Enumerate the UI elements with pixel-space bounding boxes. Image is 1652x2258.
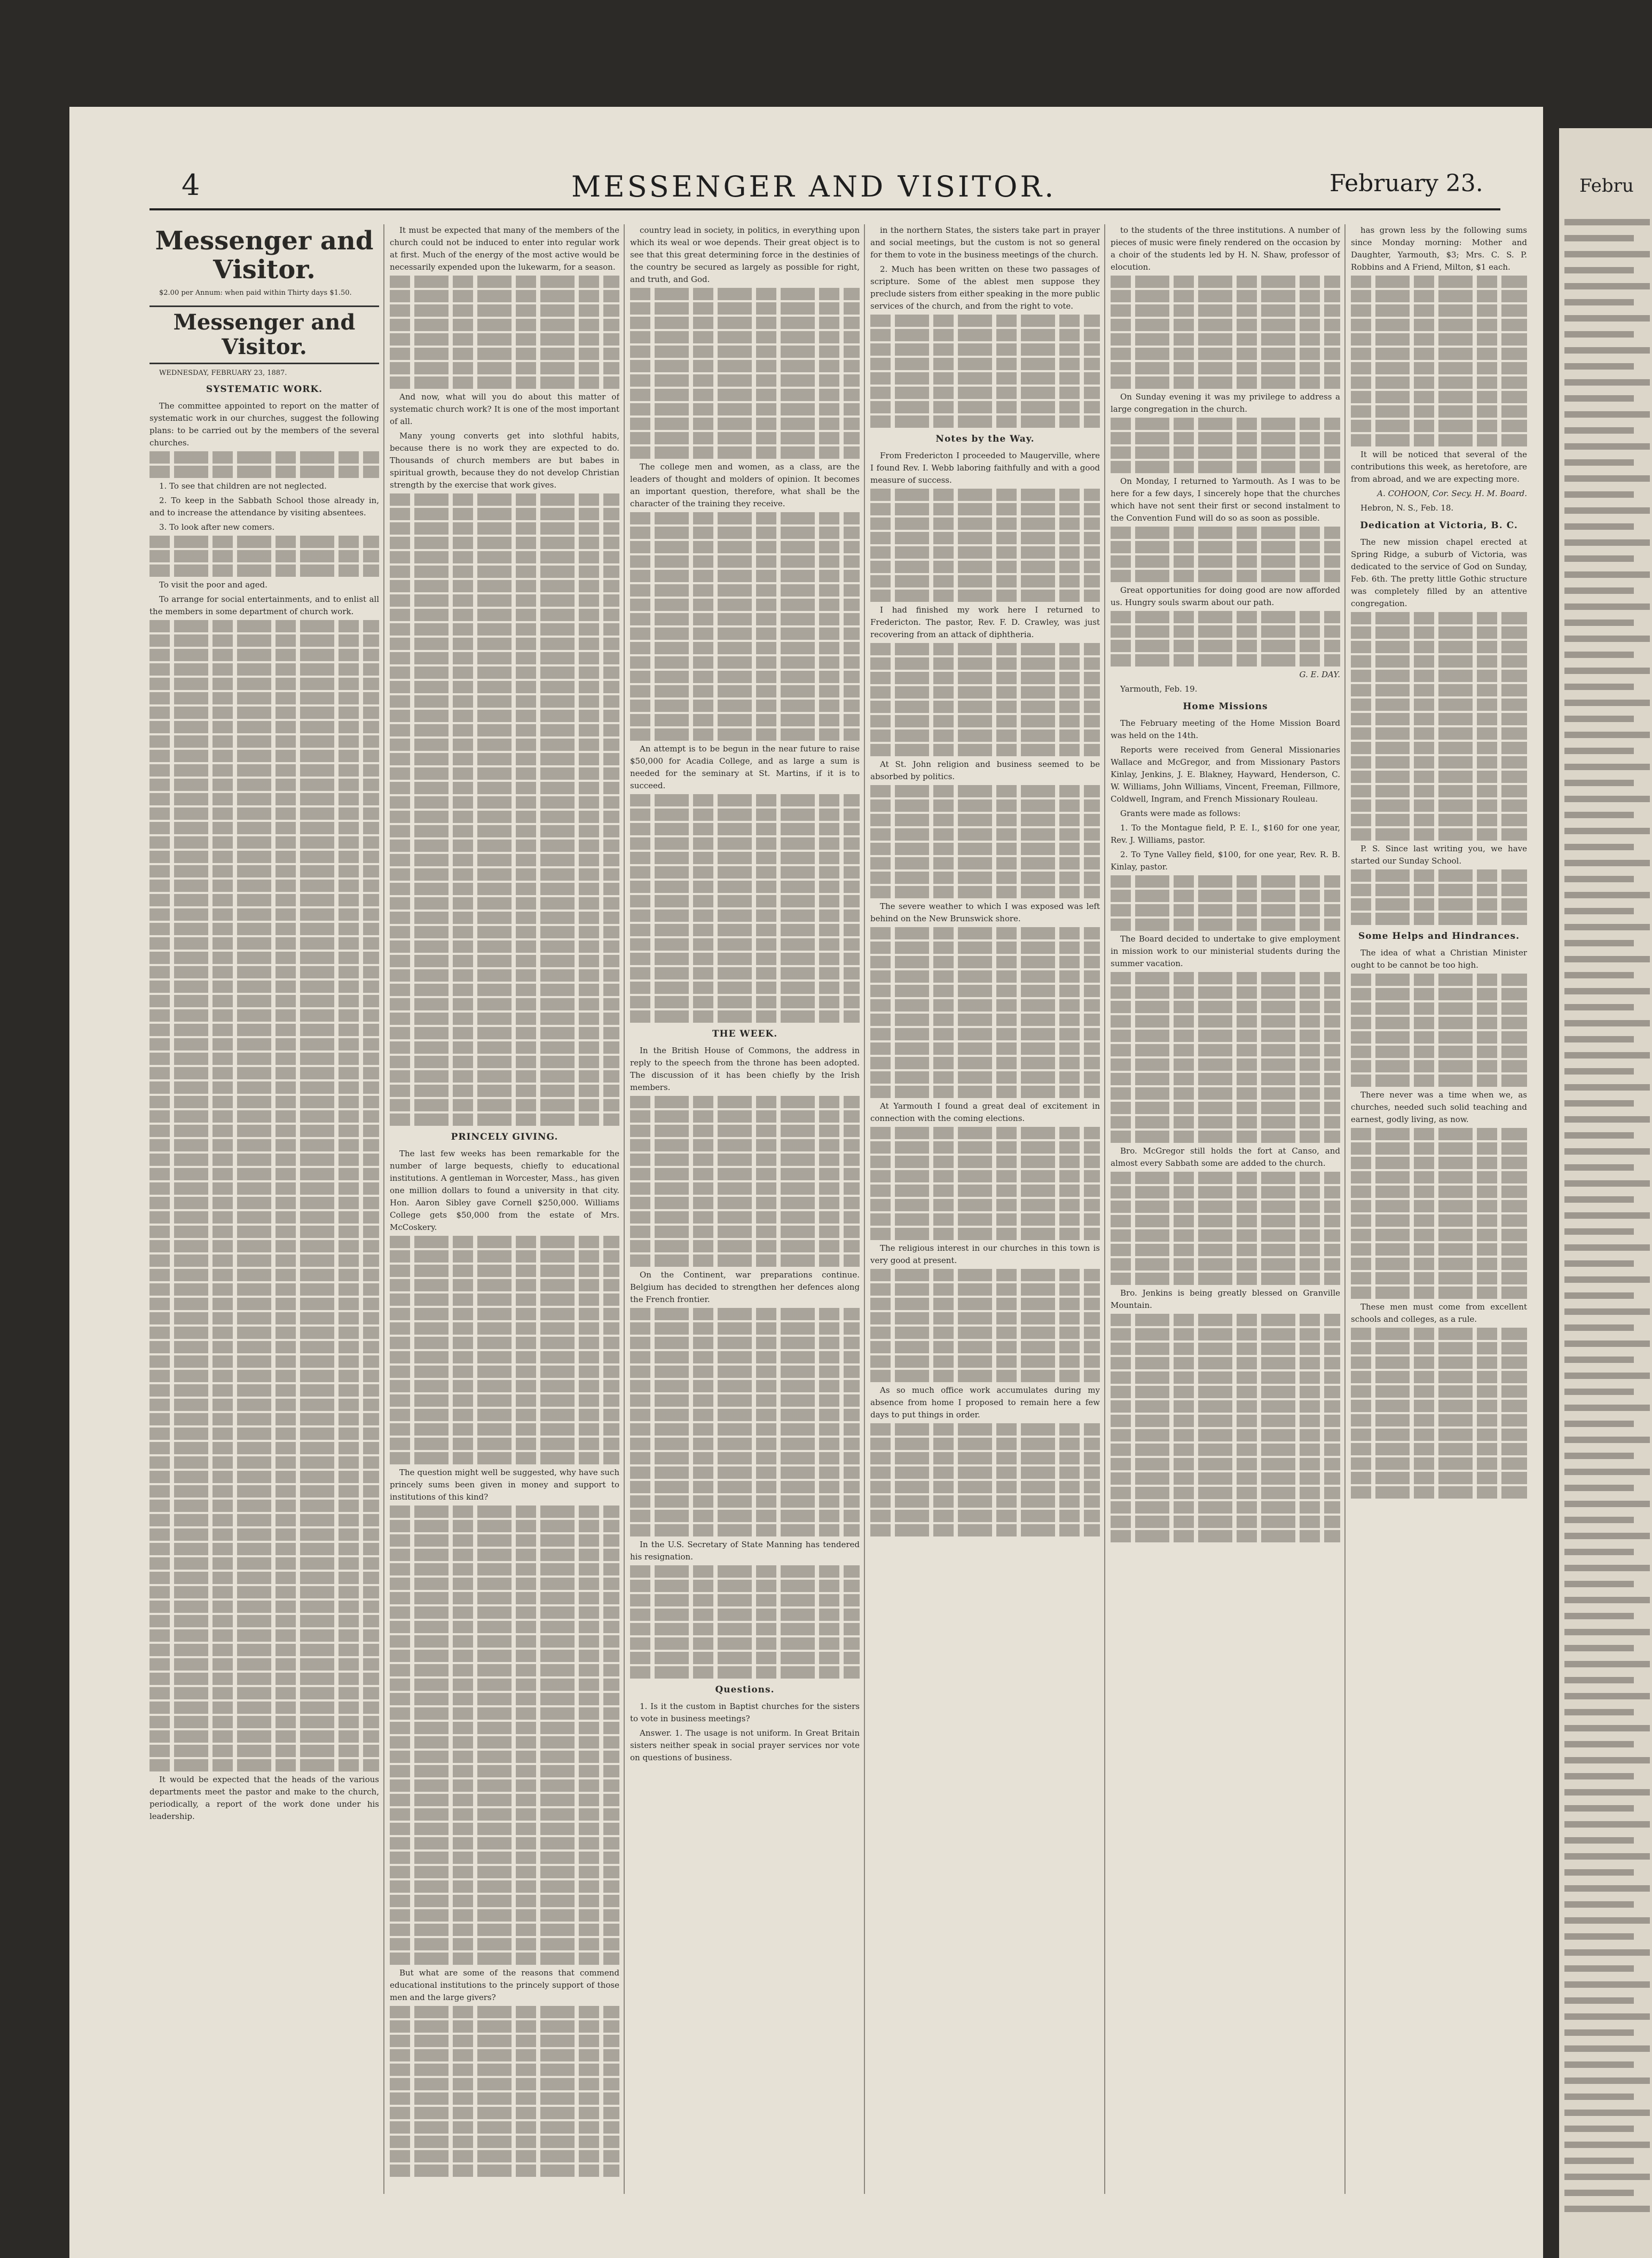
text-line: [1564, 1180, 1650, 1187]
paragraph: To arrange for social entertainments, and to enlist all the members in some department of church work.: [150, 594, 379, 616]
text-line: [1564, 1629, 1650, 1635]
text-line: [1564, 620, 1634, 626]
text-line: [1564, 1917, 1650, 1924]
text-line: [1564, 555, 1634, 562]
paragraph: And now, what will you do about this matter of systematic church work? It is one of the most important of all.: [390, 392, 619, 426]
text-line: [1564, 2077, 1650, 2084]
nameplate: Messenger and Visitor.: [155, 226, 374, 285]
column-5: [1111, 224, 1340, 2194]
paragraph: On the Continent, war preparations continue. Belgium has decided to strengthen her defences along the French frontier.: [630, 1270, 860, 1304]
article-heading: Questions.: [715, 1684, 775, 1695]
text-line: [1564, 684, 1634, 690]
paragraph: These men must come from excellent schools and colleges, as a rule.: [1351, 1302, 1527, 1324]
text-line: [1564, 1485, 1634, 1491]
text-line: [1564, 1997, 1634, 2004]
paragraph: to the students of the three institutions. A number of pieces of music were finely rendered on the occasion by a choir of the students led by H. N. Shaw, professor of elocution.: [1111, 225, 1340, 272]
page-number: 4: [182, 168, 200, 202]
text-line: [1564, 1885, 1650, 1892]
text-line: [1564, 363, 1634, 370]
text-line: [1564, 764, 1650, 770]
paragraph: 1. Is it the custom in Baptist churches for the sisters to vote in business meetings?: [630, 1702, 860, 1723]
place-date: Yarmouth, Feb. 19.: [1120, 684, 1198, 694]
text-line: [1564, 908, 1634, 914]
subscription-terms: $2.00 per Annum: when paid within Thirty days $1.50.: [159, 289, 352, 297]
paragraph: It will be noticed that several of the contributions this week, as heretofore, are from abroad, and we are expecting more.: [1351, 450, 1527, 484]
text-line: [1564, 1132, 1634, 1139]
text-line: [1564, 427, 1634, 434]
paragraph: It must be expected that many of the members of the church could not be induced to enter into regular work at first. Much of the energy of the most active would be necessarily expended upon the lukewarm, for a season.: [390, 225, 619, 272]
text-line: [1564, 1469, 1650, 1475]
column-rule: [1344, 224, 1346, 2194]
text-line: [1564, 2013, 1650, 2020]
editorial-nameplate: Messenger and Visitor.: [150, 305, 379, 364]
paragraph: In the U.S. Secretary of State Manning has tendered his resignation.: [630, 1540, 860, 1562]
paragraph: The Board decided to undertake to give employment in mission work to our ministerial students during the summer vacation.: [1111, 934, 1340, 968]
text-line: [1564, 1869, 1634, 1876]
text-line: [1564, 1196, 1634, 1203]
text-line: [1564, 844, 1634, 850]
text-line: [1564, 1853, 1650, 1860]
text-line: [1564, 395, 1634, 402]
paragraph: As so much office work accumulates during my absence from home I proposed to remain here a few days to put things in order.: [870, 1385, 1100, 1420]
text-line: [1564, 2206, 1650, 2212]
text-line: [1564, 1517, 1634, 1523]
text-line: [1564, 748, 1634, 754]
column-3: [630, 224, 860, 2194]
text-line: [1564, 2094, 1634, 2100]
paragraph: An attempt is to be begun in the near future to raise $50,000 for Acadia College, and as large a sum is needed for the seminary at St. Martins, if it is to succeed.: [630, 744, 860, 790]
text-line: [1564, 1324, 1634, 1331]
text-line: [1564, 1148, 1650, 1155]
text-line: [1564, 652, 1634, 658]
issue-date: February 23.: [1330, 170, 1483, 197]
text-line: [1564, 1036, 1634, 1042]
column-4: [870, 224, 1100, 2194]
text-line: [1564, 2190, 1634, 2196]
text-line: [1564, 876, 1634, 882]
text-line: [1564, 1260, 1634, 1267]
place-date: Hebron, N. S., Feb. 18.: [1360, 503, 1454, 513]
paragraph: In the British House of Commons, the address in reply to the speech from the throne has been adopted. The discussion of it has been chiefly by the Irish members.: [630, 1046, 860, 1092]
text-line: [1564, 972, 1634, 978]
paragraph: has grown less by the following sums since Monday morning: Mother and Daughter, Yarmouth, $3; Mrs. C. S. P. Robbins and A Friend, Milton, $1 each.: [1351, 225, 1527, 272]
text-line: [1564, 1052, 1650, 1059]
paragraph: The idea of what a Christian Minister ought to be cannot be too high.: [1351, 948, 1527, 970]
text-line: [1564, 1340, 1650, 1347]
text-line: [1564, 924, 1650, 930]
text-line: [1564, 1437, 1650, 1443]
text-line: [1564, 1661, 1650, 1667]
paragraph: Answer. 1. The usage is not uniform. In Great Britain sisters neither speak in social prayer services nor vote on questions of business.: [630, 1728, 860, 1762]
text-line: [1564, 539, 1650, 546]
text-line: [1564, 1068, 1634, 1075]
text-line: [1564, 251, 1650, 257]
paragraph: The committee appointed to report on the matter of systematic work in our churches, suggest the following plans: to be carried out by the members of the several churches.: [150, 401, 379, 448]
text-line: [1564, 1501, 1650, 1507]
paragraph: The last few weeks has been remarkable for the number of large bequests, chiefly to educational institutions. A gentleman in Worcester, Mass., has given one million dollars to found a university in that city. Hon. Aaron Sibley gave Cornell $250,000. Williams College gets $50,000 from the estate of Mrs. McCoskery.: [390, 1149, 619, 1232]
column-rule: [624, 224, 625, 2194]
text-line: [1564, 315, 1650, 322]
text-line: [1564, 347, 1650, 354]
text-line: [1564, 1981, 1650, 1988]
text-line: [1564, 1405, 1650, 1411]
text-line: [1564, 491, 1634, 498]
text-line: [1564, 988, 1650, 994]
text-line: [1564, 2142, 1650, 2148]
paragraph: At Yarmouth I found a great deal of excitement in connection with the coming elections.: [870, 1101, 1100, 1123]
text-line: [1564, 235, 1634, 241]
paragraph: It would be expected that the heads of the various departments meet the pastor and make to the church, periodically, a report of the work done under his leadership.: [150, 1775, 379, 1821]
text-line: [1564, 331, 1634, 338]
text-line: [1564, 812, 1634, 818]
paragraph: 2. Much has been written on these two passages of scripture. Some of the ablest men suppose they preclude sisters from either speaking in the more public services of the church, and from the right to vote.: [870, 264, 1100, 311]
text-line: [1564, 475, 1650, 482]
text-line: [1564, 1357, 1634, 1363]
paragraph: 3. To look after new comers.: [159, 522, 275, 532]
text-line: [1564, 219, 1650, 225]
text-line: [1564, 587, 1634, 594]
text-line: [1564, 1164, 1634, 1171]
text-line: [1564, 1565, 1650, 1571]
article-heading: PRINCELY GIVING.: [451, 1132, 558, 1142]
text-line: [1564, 2126, 1634, 2132]
text-line: [1564, 1901, 1634, 1908]
paragraph: 1. To the Montague field, P. E. I., $160 for one year, Rev. J. Williams, pastor.: [1111, 823, 1340, 845]
text-line: [1564, 892, 1650, 898]
masthead-rule: [150, 208, 1500, 210]
text-line: [1564, 411, 1650, 418]
paragraph: I had finished my work here I returned to Fredericton. The pastor, Rev. F. D. Crawley, was just recovering from an attack of diphtheria.: [870, 605, 1100, 639]
column-6: [1351, 224, 1527, 2194]
text-line: [1564, 1228, 1634, 1235]
text-line: [1564, 1084, 1650, 1091]
paragraph: The religious interest in our churches in this town is very good at present.: [870, 1243, 1100, 1265]
text-line: [1564, 507, 1650, 514]
article-heading: SYSTEMATIC WORK.: [206, 384, 323, 395]
text-line: [1564, 1276, 1650, 1283]
text-line: [1564, 1693, 1650, 1699]
text-line: [1564, 459, 1634, 466]
text-line: [1564, 828, 1650, 834]
text-line: [1564, 1789, 1650, 1796]
text-line: [1564, 716, 1634, 722]
paragraph: The question might well be suggested, why have such princely sums been given in money and support to institutions of this kind?: [390, 1468, 619, 1502]
text-line: [1564, 2174, 1650, 2180]
text-line: [1564, 2158, 1634, 2164]
paragraph: At St. John religion and business seemed to be absorbed by politics.: [870, 759, 1100, 781]
paragraph: 2. To keep in the Sabbath School those already in, and to increase the attendance by visiting absentees.: [150, 496, 379, 518]
text-line: [1564, 700, 1650, 706]
text-line: [1564, 1709, 1634, 1715]
text-line: [1564, 940, 1634, 946]
text-line: [1564, 1212, 1650, 1219]
paragraph: On Sunday evening it was my privilege to address a large congregation in the church.: [1111, 392, 1340, 414]
adjacent-page-edge: [1559, 128, 1652, 2258]
text-line: [1564, 668, 1650, 674]
column-rule: [383, 224, 384, 2194]
paragraph: On Monday, I returned to Yarmouth. As I was to be here for a few days, I sincerely hope that the churches which have not sent their first or second instalment to the Convention Fund will do so as soon as possible.: [1111, 476, 1340, 523]
text-line: [1564, 1389, 1634, 1395]
article-heading: THE WEEK.: [712, 1029, 778, 1039]
paragraph: P. S. Since last writing you, we have started our Sunday School.: [1351, 844, 1527, 866]
text-line: [1564, 1421, 1634, 1427]
text-line: [1564, 1821, 1650, 1828]
text-line: [1564, 860, 1650, 866]
text-line: [1564, 1933, 1634, 1940]
signature: G. E. DAY.: [1299, 670, 1340, 679]
text-line: [1564, 636, 1650, 642]
article-heading: Home Missions: [1183, 701, 1268, 712]
text-line: [1564, 1581, 1634, 1587]
article-heading: Notes by the Way.: [935, 434, 1035, 444]
paragraph: in the northern States, the sisters take part in prayer and social meetings, but the custom is not so general for them to vote in the business meetings of the church.: [870, 225, 1100, 260]
paragraph: The February meeting of the Home Mission Board was held on the 14th.: [1111, 718, 1340, 740]
text-line: [1564, 956, 1650, 962]
paragraph: Reports were received from General Missionaries Wallace and McGregor, and from Missionary Pastors Kinlay, Jenkins, J. E. Blakney, Hayward, Henderson, C. W. Williams, John Williams, Vincent, Freeman, Fillmore, Coldwell, Ingram, and French Missionary Rouleau.: [1111, 745, 1340, 804]
text-line: [1564, 1645, 1634, 1651]
text-line: [1564, 2110, 1650, 2116]
column-2: [390, 224, 619, 2194]
signature: A. COHOON, Cor. Secy. H. M. Board.: [1377, 489, 1527, 498]
text-line: [1564, 1549, 1634, 1555]
text-line: [1564, 1453, 1634, 1459]
text-line: [1564, 1613, 1634, 1619]
adjacent-page-header: Febru: [1579, 175, 1634, 197]
column-rule: [1104, 224, 1105, 2194]
text-line: [1564, 2029, 1634, 2036]
paragraph: The new mission chapel erected at Spring Ridge, a suburb of Victoria, was dedicated to the service of God on Sunday, Feb. 6th. The pretty little Gothic structure was completely filled by an attentive congregation.: [1351, 537, 1527, 608]
column-1: [150, 224, 379, 2194]
paragraph: The severe weather to which I was exposed was left behind on the New Brunswick shore.: [870, 901, 1100, 923]
text-line: [1564, 796, 1650, 802]
paragraph: From Fredericton I proceeded to Maugerville, where I found Rev. I. Webb laboring faithfully and with a good measure of success.: [870, 451, 1100, 485]
text-line: [1564, 780, 1634, 786]
text-line: [1564, 1725, 1650, 1731]
masthead: MESSENGER AND VISITOR.: [571, 170, 1057, 203]
paragraph: 2. To Tyne Valley field, $100, for one year, Rev. R. B. Kinlay, pastor.: [1111, 850, 1340, 872]
text-line: [1564, 1100, 1634, 1107]
text-line: [1564, 267, 1634, 273]
text-line: [1564, 1116, 1650, 1123]
text-line: [1564, 1741, 1634, 1747]
paragraph: There never was a time when we, as churches, needed such solid teaching and earnest, godly living, as now.: [1351, 1090, 1527, 1124]
text-line: [1564, 2045, 1650, 2052]
text-line: [1564, 2061, 1634, 2068]
text-line: [1564, 603, 1650, 610]
text-line: [1564, 1805, 1634, 1812]
text-line: [1564, 299, 1634, 305]
text-line: [1564, 1244, 1650, 1251]
paragraph: But what are some of the reasons that commend educational institutions to the princely support of those men and the large givers?: [390, 1968, 619, 2002]
dateline: WEDNESDAY, FEBRUARY 23, 1887.: [159, 369, 287, 377]
paragraph: The college men and women, as a class, are the leaders of thought and molders of opinion. It becomes an important question, therefore, what shall be the character of the training they receive.: [630, 462, 860, 508]
text-line: [1564, 1773, 1634, 1779]
text-line: [1564, 1965, 1634, 1972]
text-line: [1564, 379, 1650, 386]
text-line: [1564, 1373, 1650, 1379]
text-line: [1564, 1292, 1634, 1299]
text-line: [1564, 732, 1650, 738]
paragraph: Bro. Jenkins is being greatly blessed on Granville Mountain.: [1111, 1288, 1340, 1310]
article-heading: Dedication at Victoria, B. C.: [1360, 520, 1518, 531]
text-line: [1564, 1677, 1634, 1683]
text-line: [1564, 443, 1650, 450]
column-rule: [864, 224, 865, 2194]
text-line: [1564, 1533, 1650, 1539]
paragraph: Many young converts get into slothful habits, because there is no work they are expected to do. Thousands of church members are but babes in spiritual growth, because they do not develop Christian strength by the exercise that work gives.: [390, 431, 619, 490]
article-heading: Some Helps and Hindrances.: [1358, 931, 1520, 942]
text-line: [1564, 1949, 1650, 1956]
paragraph: To visit the poor and aged.: [159, 580, 268, 590]
paragraph: country lead in society, in politics, in everything upon which its weal or woe depends. Their great object is to see that this great determining force in the destinies of the country be secured as largely as possible for right, and truth, and God.: [630, 225, 860, 284]
paragraph: Great opportunities for doing good are now afforded us. Hungry souls swarm about our path.: [1111, 585, 1340, 607]
text-line: [1564, 1597, 1650, 1603]
text-line: [1564, 1308, 1650, 1315]
text-line: [1564, 1004, 1634, 1010]
text-line: [1564, 1837, 1634, 1844]
text-line: [1564, 1020, 1650, 1026]
paragraph: 1. To see that children are not neglected.: [159, 481, 327, 491]
newspaper-page: [69, 107, 1543, 2258]
paragraph: Bro. McGregor still holds the fort at Canso, and almost every Sabbath some are added to the church.: [1111, 1146, 1340, 1168]
text-line: [1564, 1757, 1650, 1763]
paragraph: Grants were made as follows:: [1120, 809, 1241, 818]
text-line: [1564, 523, 1634, 530]
text-line: [1564, 283, 1650, 289]
text-line: [1564, 571, 1650, 578]
